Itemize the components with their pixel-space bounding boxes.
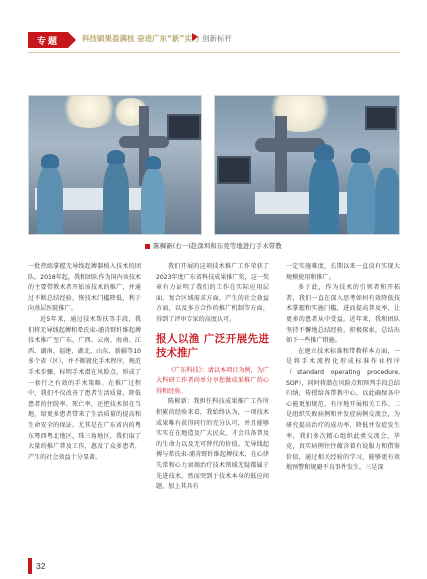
badge-arrow-icon [68,32,76,48]
paragraph: 我们开展的这项技术推广工作荣获了2023年度广东省科技成果推广奖，这一奖章有力证明了我们的工作在实际应用层面、复合区域需求方面，产生的社会效益方面，以及多方合作的推广机制等方面，得到了评审专家的高度认可。 [156,263,270,323]
section-badge: 专题 [28,32,68,48]
play-triangle-icon [192,33,198,41]
interview-question: 《广东科技》：请以本项目为例，为广大科研工作者尚单分享您做成果推广的心得和经验。 [156,366,269,395]
section-subtitle: 创新标杆 [202,34,232,43]
page-number-bar [28,558,32,574]
interview-answer: 陈樨新：我担任科技成果推广工作所积累的经验来看，我始终认为，一项技术成果唯有获得同行的充分认可，并且能够实实在在地造及广大民众，才会具备普及的生命力以及无可替代的价值。无导线起搏与希氏束-浦肯野纤维起搏技术，在心律失常和心力衰竭治疗技术领域无疑都属于先进技术。然而突到于技术本身的低应间题，加上其具有 [156,398,269,491]
paragraph: 在建立技术标准和带教样本方面，一是将手术流程化形成标准作业程序（standard operating procedure, SOP），同时将潜在风险点和预判手段总结归纳，传授给各带教中心，以此确保各中心能更加规范、有序地开展相关工作。二是组织失败病例和并发症病例交流会，为研究提高治疗的成功率，降低并发症发生率。我们多次精心组织此类交流会，毕竟，真实病例往往蕴含着有说服力和借鉴价值，通过相关经验的学习，能够更有效地预警和规避不良事件发生。三是深 [286,347,400,472]
surgery-photo-right [214,95,400,235]
paragraph: 近5年来，通过技术帮扶等手段，我们将无导线起搏和希氏束-浦肯野纤维起搏技术推广至广东、广西、云南、海南、江西、湖南、福建、湖北、山东、新疆等10多个省（区），并不断就化手术程序，规范手术步骤，标明手术潜在风险点，形成了一套行之有效的手术策略。在推广过程中，我们不仅改善了患者生活质量，降低患者的住院率、死亡率，还把技术留在当地，给更多患者带来了生活质量的提高和生命安全的保证。尤其是在广东省内的粤东粤西粤北地区，珠三角地区，我们取了大量的推广普及工作，惠及了众多患者，产生的社会效益十分显著。 [28,315,141,461]
header-divider [28,52,400,53]
text-column-2 [156,262,269,493]
paragraph: 多于此，作为技术的引领者和开拓者，我们一直在深入思考如何有效降低技术掌握和实施门槛，进而提高普及率，让更多的患者从中受益。近年来，我和团队坚持不懈地总结经验，积极探索，总结出如下一些推广措施。 [286,284,400,345]
caption-square-icon [145,244,150,249]
surgery-photo-left [28,95,202,235]
paragraph: 一批热练掌握无导线起搏器植入技术的团队。2018年起，我和团队作为国内该技术的主要带教术者开始该技术的推广，并通过不断总结经验，恢技术门槛降低，利于向基层医院推广。 [28,263,142,313]
text-column-1 [28,262,141,463]
figure-caption: 陈樨新(右一)赴深圳和东莞等地进行手术带教 [0,241,427,250]
page-number: 32 [36,561,46,571]
section-heading: 报人以渔 广泛开展先进技术推广 [156,332,269,359]
paragraph: 一定实施难度，长期以来一直没有实现大规模使用和推广。 [286,263,400,281]
section-title: 科技硕果盈满枝 奋进广东“新”实力 [82,34,200,43]
text-column-3 [286,262,400,474]
